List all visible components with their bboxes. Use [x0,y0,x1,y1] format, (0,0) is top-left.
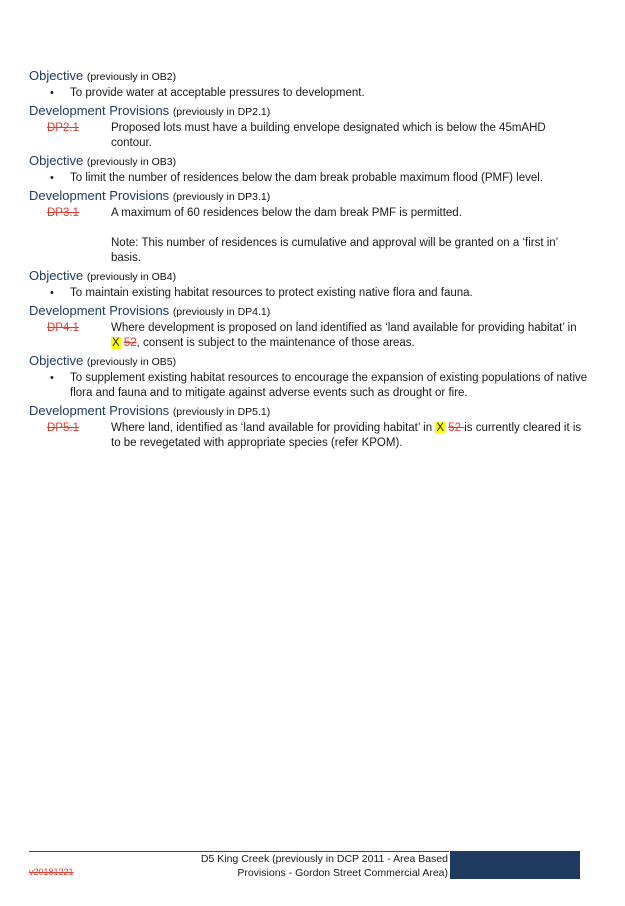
footer-title-line1: D5 King Creek (previously in DCP 2011 - Area Based [200,853,448,865]
objective-bullet [29,286,589,301]
provision-code-deleted: DP4.1 [47,322,79,334]
provision-note: Note: This number of residences is cumulative and approval will be granted on a ‘first in’ basis. [111,237,558,264]
footer-version: v20181221 [29,867,74,877]
heading-previous-ref: (previously in OB3) [86,156,177,168]
highlighted-insert: X [112,337,120,349]
provisions-heading [29,303,589,320]
heading-title: Development Provisions [29,103,170,118]
provision-text-after: is currently cleared it is to be revegetated with appropriate species (refer KPOM). [111,422,582,449]
footer-color-block [450,851,580,879]
provision-code-deleted: DP5.1 [47,422,79,434]
provision-item [29,421,589,451]
objective-bullet [29,171,589,186]
provision-item [29,121,589,151]
heading-title: Objective [29,268,84,283]
objective-heading [29,68,589,85]
provisions-heading [29,188,589,205]
objective-text: To provide water at acceptable pressures to development. [70,87,365,99]
heading-previous-ref: (previously in DP3.1) [172,191,271,203]
objective-text: To supplement existing habitat resources to encourage the expansion of existing populations of native flora and fauna and to mitigate against adverse events such as drought or fire. [70,372,588,399]
provision-item [29,321,589,351]
bullet-dot: • [50,87,54,99]
objective-bullet [29,86,589,101]
deleted-text: 52 [123,337,137,349]
bullet-dot: • [50,287,54,299]
provision-text: A maximum of 60 residences below the dam break PMF is permitted. [111,207,462,219]
provision-code-deleted: DP3.1 [47,207,79,219]
heading-title: Development Provisions [29,403,170,418]
heading-title: Objective [29,353,84,368]
objective-bullet [29,371,589,401]
provisions-heading [29,403,589,420]
provision-item [29,206,589,266]
objective-heading [29,268,589,285]
heading-title: Development Provisions [29,303,170,318]
provision-text [111,422,581,449]
provision-text-after: , consent is subject to the maintenance of those areas. [136,337,415,349]
footer-title-line2: Provisions - Gordon Street Commercial Area) [237,867,448,879]
objective-text: To limit the number of residences below the dam break probable maximum flood (PMF) level. [70,172,543,184]
objective-heading [29,153,589,170]
heading-previous-ref: (previously in OB2) [86,71,177,83]
objective-heading [29,353,589,370]
bullet-dot: • [50,372,54,384]
heading-previous-ref: (previously in OB4) [86,271,177,283]
provision-text-before: Where development is proposed on land identified as ‘land available for providing habitat’ in [111,322,577,334]
objective-text: To maintain existing habitat resources to protect existing native flora and fauna. [70,287,473,299]
document-body [29,68,589,453]
deleted-text: 52 [448,422,465,434]
heading-previous-ref: (previously in DP2.1) [172,106,271,118]
provision-code-deleted: DP2.1 [47,122,79,134]
heading-previous-ref: (previously in DP5.1) [172,406,271,418]
heading-previous-ref: (previously in OB5) [86,356,177,368]
bullet-dot: • [50,172,54,184]
highlighted-insert: X [436,422,444,434]
heading-title: Objective [29,153,84,168]
provision-text [111,322,577,349]
heading-title: Objective [29,68,84,83]
provision-text-before: Where land, identified as ‘land available for providing habitat’ in [111,422,436,434]
provisions-heading [29,103,589,120]
heading-title: Development Provisions [29,188,170,203]
provision-text: Proposed lots must have a building envelope designated which is below the 45mAHD contour. [111,122,546,149]
footer-title [201,852,448,880]
heading-previous-ref: (previously in DP4.1) [172,306,271,318]
